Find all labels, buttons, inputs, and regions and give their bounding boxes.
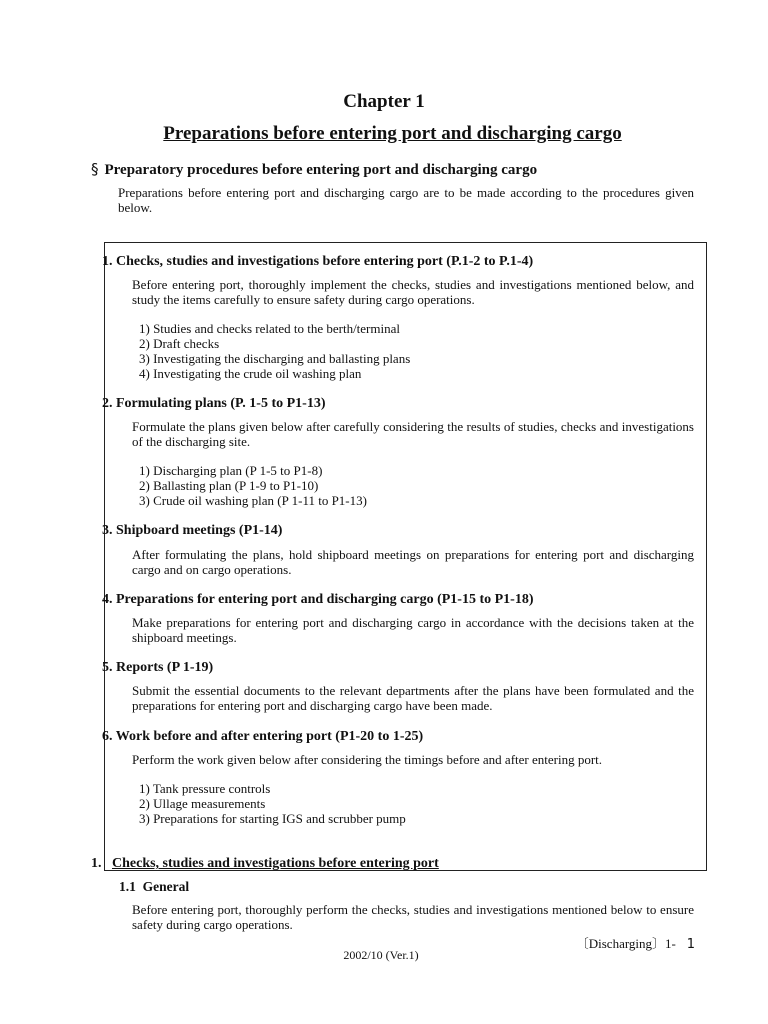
box-text-6: Perform the work given below after considering the timings before and after entering port. [132, 752, 603, 767]
box-heading-3: 3. Shipboard meetings (P1-14) [102, 523, 283, 538]
part-number: 1. [91, 856, 102, 871]
footer-section-label: 〔Discharging〕1- [575, 936, 676, 951]
part-heading [91, 856, 439, 872]
box-text-1: Before entering port, thoroughly implement the checks, studies and investigations mentioned below, and study the items carefully to ensure safety during cargo operations. [132, 277, 694, 307]
section-heading [91, 160, 537, 179]
box-heading-2: 2. Formulating plans (P. 1-5 to P1-13) [102, 396, 326, 411]
list-item: 1) Discharging plan (P 1-5 to P1-8) [139, 463, 323, 478]
subsection-number: 1.1 [119, 879, 136, 894]
list-item: 3) Investigating the discharging and ballasting plans [139, 351, 411, 366]
box-heading-4: 4. Preparations for entering port and discharging cargo (P1-15 to P1-18) [102, 592, 534, 607]
chapter-label: Chapter 1 [343, 91, 425, 112]
list-item: 1) Tank pressure controls [139, 781, 271, 796]
subsection-heading-text: General [142, 879, 190, 894]
page-number: 1 [686, 937, 695, 952]
list-item: 2) Ullage measurements [139, 796, 266, 811]
box-text-3: After formulating the plans, hold shipboard meetings on preparations for entering port and discharging cargo and on cargo operations. [132, 547, 694, 577]
list-item: 2) Ballasting plan (P 1-9 to P1-10) [139, 478, 319, 493]
box-text-4: Make preparations for entering port and discharging cargo in accordance with the decisions taken at the shipboard meetings. [132, 615, 694, 645]
list-item: 3) Crude oil washing plan (P 1-11 to P1-13) [139, 493, 367, 508]
section-heading-text: Preparatory procedures before entering port and discharging cargo [104, 162, 538, 178]
section-mark: § [91, 160, 99, 178]
box-text-5: Submit the essential documents to the relevant departments after the plans have been formulated and the preparations for entering port and discharging cargo have been made. [132, 683, 694, 713]
box-text-2: Formulate the plans given below after carefully considering the results of studies, checks and investigations of the discharging site. [132, 419, 694, 449]
box-heading-6: 6. Work before and after entering port (P1-20 to 1-25) [102, 729, 424, 744]
box-heading-5: 5. Reports (P 1-19) [102, 660, 214, 675]
version-label: 2002/10 (Ver.1) [343, 948, 419, 962]
section-intro: Preparations before entering port and discharging cargo are to be made according to the procedures given below. [118, 185, 694, 215]
list-item: 2) Draft checks [139, 336, 220, 351]
subsection-heading [119, 879, 189, 895]
list-item: 1) Studies and checks related to the berth/terminal [139, 321, 400, 336]
subsection-text: Before entering port, thoroughly perform the checks, studies and investigations mentioned below to ensure safety during cargo operations. [132, 902, 694, 932]
part-heading-text: Checks, studies and investigations before entering port [112, 856, 439, 871]
list-item: 3) Preparations for starting IGS and scrubber pump [139, 811, 406, 826]
list-item: 4) Investigating the crude oil washing plan [139, 366, 362, 381]
page-title: Preparations before entering port and discharging cargo [163, 123, 622, 144]
box-heading-1: 1. Checks, studies and investigations before entering port (P.1-2 to P.1-4) [102, 254, 534, 269]
